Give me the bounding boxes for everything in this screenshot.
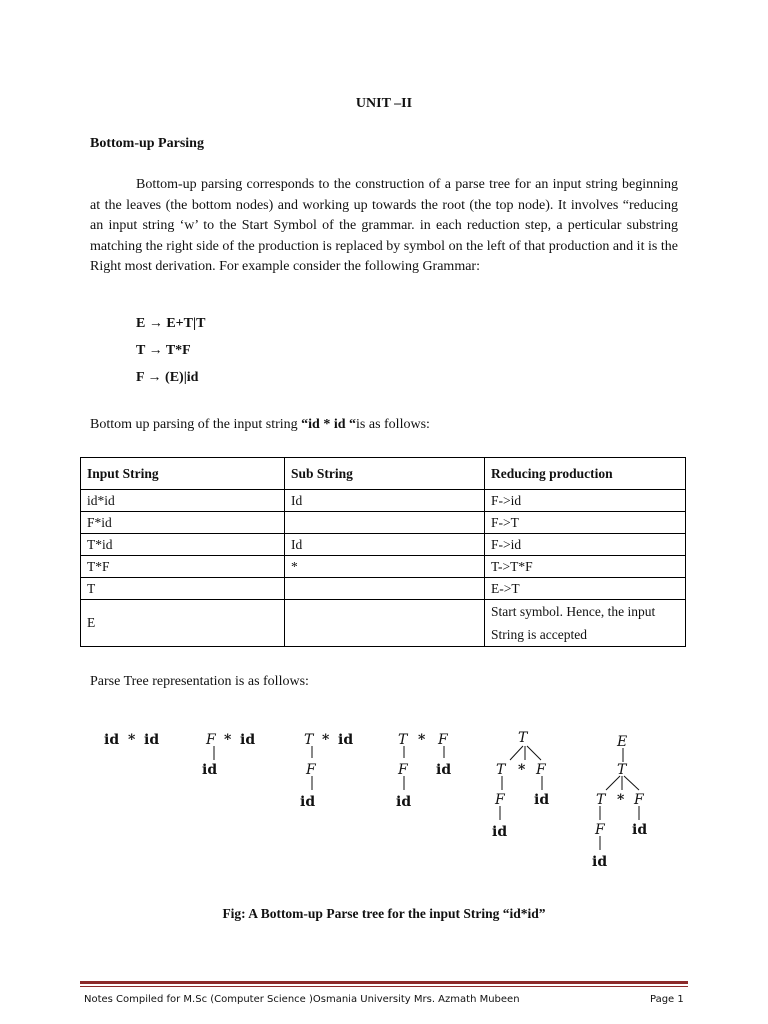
tree5-F: F bbox=[536, 762, 546, 778]
table-header-row bbox=[81, 458, 686, 490]
grammar-rule-2: T → T*F bbox=[136, 343, 191, 358]
arrow-icon: → bbox=[147, 370, 162, 385]
table-row: F*id F->T bbox=[81, 512, 686, 534]
tree1-id-2: id bbox=[144, 732, 160, 748]
table-row: T E->T bbox=[81, 578, 686, 600]
tree1-id-1: id bbox=[104, 732, 120, 748]
grammar-rule-1: E → E+T|T bbox=[136, 316, 206, 331]
tree4-F: F bbox=[438, 732, 448, 748]
footer-rule-thin bbox=[80, 986, 688, 987]
grammar-rule-3: F → (E)|id bbox=[136, 370, 199, 385]
tree5-id-leaf: id bbox=[492, 824, 508, 840]
table-row: E Start symbol. Hence, the input String is accepted bbox=[81, 600, 686, 647]
footer-rule bbox=[80, 981, 688, 984]
tree6-id: id bbox=[632, 822, 648, 838]
table-row: T*F * T->T*F bbox=[81, 556, 686, 578]
unit-heading: UNIT –II bbox=[355, 96, 413, 111]
tree6-F-child: F bbox=[595, 822, 605, 838]
table-intro: Bottom up parsing of the input string “id * id “is as follows: bbox=[90, 417, 430, 432]
table-row: id*id Id F->id bbox=[81, 490, 686, 512]
col-header-substring: Sub String bbox=[285, 458, 485, 490]
tree4-star: * bbox=[418, 732, 426, 748]
tree3-id-leaf: id bbox=[300, 794, 316, 810]
tree6-star: * bbox=[617, 792, 625, 808]
tree1-star: * bbox=[128, 732, 136, 748]
tree6-T-root: T bbox=[617, 762, 627, 778]
parse-tree-intro: Parse Tree representation is as follows: bbox=[90, 674, 309, 689]
arrow-icon: → bbox=[148, 316, 163, 331]
parse-trees-figure bbox=[90, 720, 690, 880]
tree2-star: * bbox=[224, 732, 232, 748]
tree2-F: F bbox=[206, 732, 216, 748]
arrow-icon: → bbox=[148, 343, 163, 358]
footer-text: Notes Compiled for M.Sc (Computer Science )Osmania University Mrs. Azmath Mubeen bbox=[84, 994, 520, 1005]
tree5-star: * bbox=[518, 762, 526, 778]
tree6-F: F bbox=[634, 792, 644, 808]
tree5-F-child: F bbox=[495, 792, 505, 808]
tree5-T-root: T bbox=[518, 730, 528, 746]
tree6-E: E bbox=[617, 734, 628, 750]
tree5-T: T bbox=[496, 762, 506, 778]
figure-caption: Fig: A Bottom-up Parse tree for the input String “id*id” bbox=[222, 906, 546, 921]
tree4-T: T bbox=[398, 732, 408, 748]
intro-paragraph: Bottom-up parsing corresponds to the construction of a parse tree for an input string beginning at the leaves (the bottom nodes) and working up towards the root (the top node). It involves “reducing an input string ‘w’ to the Start Symbol of the grammar. in each reduction step, a perticular substring matching the right side of the production is replaced by symbol on the left of that production and it is the Right most derivation. For example consider the following Grammar: bbox=[90, 177, 678, 274]
tree3-T: T bbox=[304, 732, 314, 748]
tree4-F-child: F bbox=[398, 762, 408, 778]
tree5-id: id bbox=[534, 792, 550, 808]
tree4-id-leaf: id bbox=[396, 794, 412, 810]
tree3-F: F bbox=[306, 762, 316, 778]
tree3-star: * bbox=[322, 732, 330, 748]
tree2-id: id bbox=[240, 732, 256, 748]
tree6-T: T bbox=[596, 792, 606, 808]
page-number: Page 1 bbox=[650, 994, 684, 1005]
section-title: Bottom-up Parsing bbox=[90, 136, 204, 151]
col-header-input: Input String bbox=[81, 458, 285, 490]
col-header-production: Reducing production bbox=[485, 458, 686, 490]
tree4-id: id bbox=[436, 762, 452, 778]
table-row: T*id Id F->id bbox=[81, 534, 686, 556]
tree6-id-leaf: id bbox=[592, 854, 608, 870]
parsing-table bbox=[80, 457, 686, 647]
tree3-id: id bbox=[338, 732, 354, 748]
tree2-id-leaf: id bbox=[202, 762, 218, 778]
